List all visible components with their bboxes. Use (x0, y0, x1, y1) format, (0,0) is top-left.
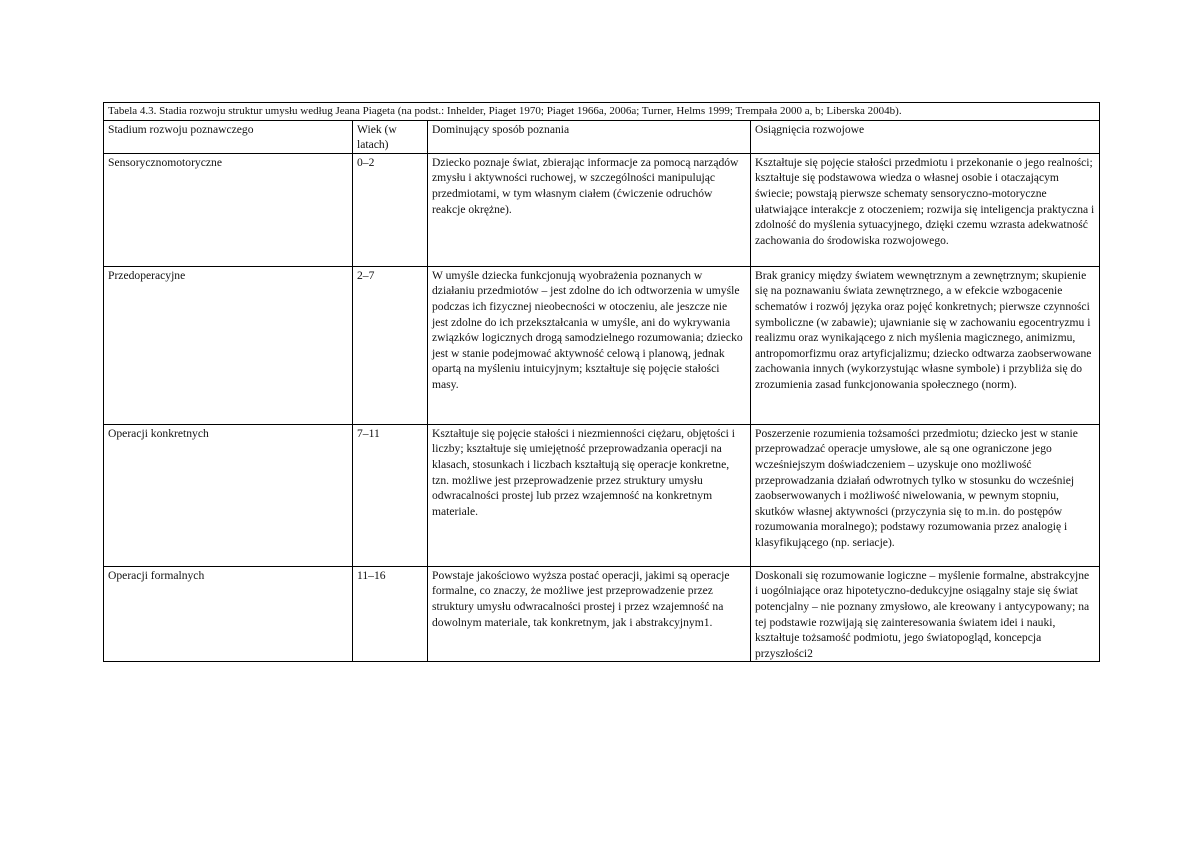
cell-stage: Sensorycznomotoryczne (104, 153, 353, 266)
cell-age: 2–7 (353, 266, 428, 424)
cell-mode: Powstaje jakościowo wyższa postać operacji, jakimi są operacje formalne, co znaczy, że możliwe jest przeprowadzenie przez struktury umysłu odwracalności prostej i przez wzajemność na dowolnym materiale, tak konkretnym, jak i abstrakcyjnym1. (428, 566, 751, 662)
header-mode: Dominujący sposób poznania (428, 120, 751, 153)
cell-stage: Operacji konkretnych (104, 424, 353, 566)
cell-age: 7–11 (353, 424, 428, 566)
cell-stage: Przedoperacyjne (104, 266, 353, 424)
table-caption-row (104, 103, 1100, 121)
table-row (104, 266, 1100, 424)
cell-mode: Dziecko poznaje świat, zbierając informacje za pomocą narządów zmysłu i aktywności ruchowej, w szczególności manipulując przedmiotami, w tym własnym ciałem (ćwiczenie odruchów reakcje okrężne). (428, 153, 751, 266)
header-age: Wiek (w latach) (353, 120, 428, 153)
header-stage: Stadium rozwoju poznawczego (104, 120, 353, 153)
cell-stage: Operacji formalnych (104, 566, 353, 662)
table-header-row (104, 120, 1100, 153)
cell-achievements: Doskonali się rozumowanie logiczne – myślenie formalne, abstrakcyjne i uogólniające oraz hipotetyczno-dedukcyjne osiągalny staje się świat potencjalny – nie poznany zmysłowo, ale kreowany i antycypowany; na tej podstawie rozwijają się zainteresowania światem idei i nauki, kształtuje tożsamość podmiotu, jego światopogląd, koncepcja przyszłości2 (751, 566, 1100, 662)
cell-achievements: Kształtuje się pojęcie stałości przedmiotu i przekonanie o jego realności; kształtuje się podstawowa wiedza o własnej osobie i otaczającym świecie; powstają pierwsze schematy sensoryczno-motoryczne ułatwiające interakcje z otoczeniem; rozwija się inteligencja praktyczna i zdolność do myślenia sytuacyjnego, dzięki czemu wzrasta adekwatność zachowania do środowiska rozwojowego. (751, 153, 1100, 266)
cell-mode: Kształtuje się pojęcie stałości i niezmienności ciężaru, objętości i liczby; kształtuje się umiejętność przeprowadzania operacji na klasach, stosunkach i liczbach kształtują się operacje konkretne, tzn. możliwe jest przeprowadzenie przez struktury umysłu odwracalności prostej lub przez wzajemność na konkretnym materiale. (428, 424, 751, 566)
table-row (104, 153, 1100, 266)
cell-age: 11–16 (353, 566, 428, 662)
cell-achievements: Poszerzenie rozumienia tożsamości przedmiotu; dziecko jest w stanie przeprowadzać operacje umysłowe, ale są one ograniczone jego wcześniejszym doświadczeniem – uzyskuje ono możliwość przeprowadzania działań odwrotnych tylko w stosunku do wcześniej zaobserwowanych i możliwość niwelowania, w pewnym stopniu, skutków własnej aktywności (przyczynia się to m.in. do postępów rozumowania moralnego); podstawy rozumowania przez analogię i klasyfikującego (np. seriacje). (751, 424, 1100, 566)
piaget-stages-table (103, 102, 1100, 662)
table-caption: Tabela 4.3. Stadia rozwoju struktur umysłu według Jeana Piageta (na podst.: Inhelder, Piaget 1970; Piaget 1966a, 2006a; Turner, Helms 1999; Trempała 2000 a, b; Liberska 2004b). (104, 103, 1100, 121)
table-row (104, 424, 1100, 566)
table-row (104, 566, 1100, 662)
cell-age: 0–2 (353, 153, 428, 266)
cell-mode: W umyśle dziecka funkcjonują wyobrażenia poznanych w działaniu przedmiotów – jest zdolne do ich odtworzenia w umyśle podczas ich fizycznej nieobecności w otoczeniu, ale jeszcze nie jest zdolne do ich przekształcania w umyśle, ani do wykrywania związków logicznych drogą samodzielnego rozumowania; dziecko jest w stanie podejmować aktywność celową i planową, jednak opartą na myśleniu intuicyjnym; kształtuje się pojęcie stałości masy. (428, 266, 751, 424)
header-achievements: Osiągnięcia rozwojowe (751, 120, 1100, 153)
cell-achievements: Brak granicy między światem wewnętrznym a zewnętrznym; skupienie się na poznawaniu świata zewnętrznego, a w efekcie wzbogacenie schematów i rozwój języka oraz pojęć konkretnych; pierwsze czynności symboliczne (w zabawie); ujawnianie się w zachowaniu egocentryzmu i realizmu oraz wynikającego z nich myślenia magicznego, animizmu, antropomorfizmu oraz artyficjalizmu; dziecko odtwarza zaobserwowane zachowania innych (wykorzystując własne symbole) i przybliża się do zrozumienia zasad funkcjonowania społecznego (norm). (751, 266, 1100, 424)
